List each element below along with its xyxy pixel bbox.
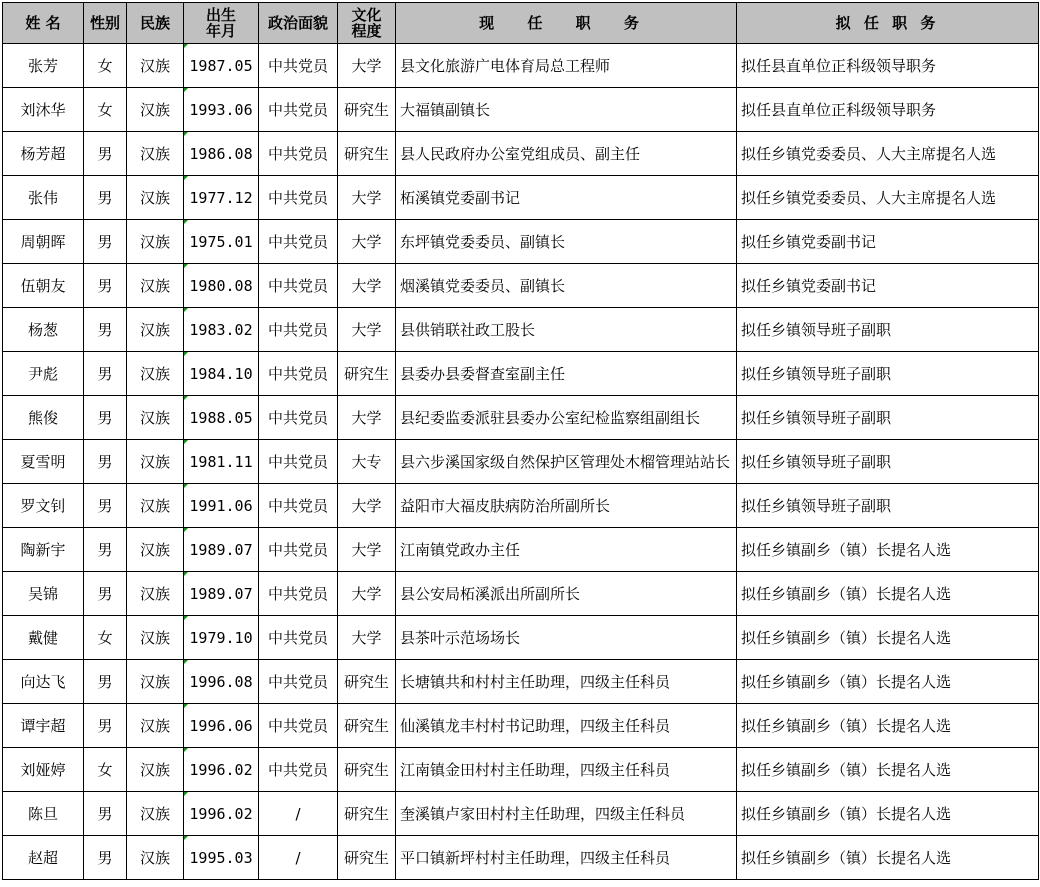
table-row — [3, 704, 1039, 748]
table-row — [3, 660, 1039, 704]
cell-political: 中共党员 — [259, 264, 338, 308]
cell-political: / — [259, 836, 338, 880]
header-gender: 性别 — [84, 3, 127, 44]
cell-education: 大学 — [338, 44, 396, 88]
cell-current-position: 江南镇党政办主任 — [396, 528, 737, 572]
cell-name: 尹彪 — [3, 352, 84, 396]
cell-education: 大学 — [338, 528, 396, 572]
cell-gender: 男 — [84, 176, 127, 220]
cell-gender: 男 — [84, 660, 127, 704]
table-row — [3, 220, 1039, 264]
cell-education: 大学 — [338, 484, 396, 528]
cell-political: 中共党员 — [259, 528, 338, 572]
cell-name: 杨葱 — [3, 308, 84, 352]
cell-political: 中共党员 — [259, 704, 338, 748]
cell-political: 中共党员 — [259, 616, 338, 660]
cell-political: 中共党员 — [259, 440, 338, 484]
cell-current-position: 县茶叶示范场场长 — [396, 616, 737, 660]
cell-birth: 1989.07 — [184, 572, 259, 616]
cell-ethnicity: 汉族 — [127, 308, 184, 352]
cell-education: 研究生 — [338, 88, 396, 132]
cell-proposed-position: 拟任乡镇副乡（镇）长提名人选 — [737, 616, 1039, 660]
cell-current-position: 县纪委监委派驻县委办公室纪检监察组副组长 — [396, 396, 737, 440]
cell-ethnicity: 汉族 — [127, 792, 184, 836]
cell-proposed-position: 拟任乡镇副乡（镇）长提名人选 — [737, 660, 1039, 704]
cell-birth: 1996.02 — [184, 792, 259, 836]
cell-gender: 男 — [84, 352, 127, 396]
cell-education: 大专 — [338, 440, 396, 484]
cell-political: 中共党员 — [259, 132, 338, 176]
cell-name: 杨芳超 — [3, 132, 84, 176]
cell-birth: 1996.06 — [184, 704, 259, 748]
cell-birth: 1980.08 — [184, 264, 259, 308]
cell-political: 中共党员 — [259, 88, 338, 132]
cell-political: 中共党员 — [259, 352, 338, 396]
cell-political: 中共党员 — [259, 308, 338, 352]
cell-name: 吴锦 — [3, 572, 84, 616]
cell-gender: 男 — [84, 572, 127, 616]
cell-current-position: 益阳市大福皮肤病防治所副所长 — [396, 484, 737, 528]
cell-gender: 男 — [84, 836, 127, 880]
cell-ethnicity: 汉族 — [127, 484, 184, 528]
cell-ethnicity: 汉族 — [127, 440, 184, 484]
table-row — [3, 792, 1039, 836]
cell-political: 中共党员 — [259, 220, 338, 264]
cell-name: 陶新宇 — [3, 528, 84, 572]
header-birth — [184, 3, 259, 44]
cell-gender: 男 — [84, 440, 127, 484]
cell-ethnicity: 汉族 — [127, 132, 184, 176]
cell-proposed-position: 拟任乡镇领导班子副职 — [737, 352, 1039, 396]
personnel-table — [2, 2, 1039, 880]
cell-gender: 男 — [84, 792, 127, 836]
cell-gender: 男 — [84, 528, 127, 572]
table-row — [3, 396, 1039, 440]
cell-current-position: 江南镇金田村村主任助理，四级主任科员 — [396, 748, 737, 792]
cell-birth: 1987.05 — [184, 44, 259, 88]
cell-ethnicity: 汉族 — [127, 264, 184, 308]
cell-education: 大学 — [338, 308, 396, 352]
cell-education: 研究生 — [338, 352, 396, 396]
header-edu-line1: 文化 — [351, 6, 382, 24]
cell-education: 研究生 — [338, 792, 396, 836]
cell-ethnicity: 汉族 — [127, 572, 184, 616]
cell-education: 研究生 — [338, 704, 396, 748]
cell-proposed-position: 拟任乡镇领导班子副职 — [737, 308, 1039, 352]
cell-ethnicity: 汉族 — [127, 704, 184, 748]
table-row — [3, 308, 1039, 352]
cell-current-position: 烟溪镇党委委员、副镇长 — [396, 264, 737, 308]
cell-political: 中共党员 — [259, 396, 338, 440]
cell-political: 中共党员 — [259, 176, 338, 220]
cell-current-position: 平口镇新坪村村主任助理，四级主任科员 — [396, 836, 737, 880]
cell-ethnicity: 汉族 — [127, 176, 184, 220]
cell-education: 研究生 — [338, 660, 396, 704]
cell-gender: 女 — [84, 44, 127, 88]
header-proposed-position: 拟 任 职 务 — [737, 3, 1039, 44]
cell-name: 向达飞 — [3, 660, 84, 704]
header-political: 政治面貌 — [259, 3, 338, 44]
cell-education: 大学 — [338, 220, 396, 264]
cell-education: 大学 — [338, 616, 396, 660]
header-name: 姓 名 — [3, 3, 84, 44]
cell-ethnicity: 汉族 — [127, 528, 184, 572]
cell-name: 张伟 — [3, 176, 84, 220]
cell-birth: 1975.01 — [184, 220, 259, 264]
cell-political: 中共党员 — [259, 660, 338, 704]
cell-name: 罗文钊 — [3, 484, 84, 528]
cell-gender: 男 — [84, 396, 127, 440]
header-birth-line1: 出生 — [205, 6, 236, 24]
cell-name: 戴健 — [3, 616, 84, 660]
cell-political: 中共党员 — [259, 572, 338, 616]
header-birth-line2: 年月 — [205, 22, 236, 40]
cell-ethnicity: 汉族 — [127, 220, 184, 264]
cell-proposed-position: 拟任乡镇党委副书记 — [737, 220, 1039, 264]
cell-current-position: 柘溪镇党委副书记 — [396, 176, 737, 220]
table-row — [3, 572, 1039, 616]
cell-gender: 男 — [84, 308, 127, 352]
cell-gender: 男 — [84, 220, 127, 264]
cell-current-position: 县人民政府办公室党组成员、副主任 — [396, 132, 737, 176]
cell-current-position: 长塘镇共和村村主任助理，四级主任科员 — [396, 660, 737, 704]
cell-current-position: 县供销联社政工股长 — [396, 308, 737, 352]
table-row — [3, 352, 1039, 396]
table-row — [3, 748, 1039, 792]
header-current-position: 现 任 职 务 — [396, 3, 737, 44]
cell-education: 研究生 — [338, 132, 396, 176]
cell-proposed-position: 拟任县直单位正科级领导职务 — [737, 88, 1039, 132]
cell-ethnicity: 汉族 — [127, 44, 184, 88]
cell-name: 夏雪明 — [3, 440, 84, 484]
cell-birth: 1979.10 — [184, 616, 259, 660]
cell-name: 周朝晖 — [3, 220, 84, 264]
cell-ethnicity: 汉族 — [127, 396, 184, 440]
cell-ethnicity: 汉族 — [127, 836, 184, 880]
cell-birth: 1977.12 — [184, 176, 259, 220]
cell-name: 谭宇超 — [3, 704, 84, 748]
cell-proposed-position: 拟任乡镇领导班子副职 — [737, 396, 1039, 440]
cell-proposed-position: 拟任乡镇副乡（镇）长提名人选 — [737, 748, 1039, 792]
cell-political: 中共党员 — [259, 748, 338, 792]
cell-education: 大学 — [338, 176, 396, 220]
cell-birth: 1995.03 — [184, 836, 259, 880]
cell-ethnicity: 汉族 — [127, 660, 184, 704]
cell-political: 中共党员 — [259, 484, 338, 528]
cell-political: 中共党员 — [259, 44, 338, 88]
cell-ethnicity: 汉族 — [127, 616, 184, 660]
header-edu-line2: 程度 — [351, 22, 382, 40]
cell-proposed-position: 拟任县直单位正科级领导职务 — [737, 44, 1039, 88]
cell-current-position: 县文化旅游广电体育局总工程师 — [396, 44, 737, 88]
table-row — [3, 616, 1039, 660]
cell-ethnicity: 汉族 — [127, 88, 184, 132]
cell-birth: 1996.08 — [184, 660, 259, 704]
cell-birth: 1993.06 — [184, 88, 259, 132]
table-row — [3, 440, 1039, 484]
table-row — [3, 88, 1039, 132]
cell-ethnicity: 汉族 — [127, 352, 184, 396]
cell-gender: 女 — [84, 748, 127, 792]
cell-birth: 1989.07 — [184, 528, 259, 572]
cell-name: 张芳 — [3, 44, 84, 88]
cell-proposed-position: 拟任乡镇副乡（镇）长提名人选 — [737, 528, 1039, 572]
table-header — [3, 3, 1039, 44]
cell-current-position: 仙溪镇龙丰村村书记助理，四级主任科员 — [396, 704, 737, 748]
cell-current-position: 县公安局柘溪派出所副所长 — [396, 572, 737, 616]
cell-name: 赵超 — [3, 836, 84, 880]
cell-gender: 女 — [84, 616, 127, 660]
cell-education: 大学 — [338, 396, 396, 440]
cell-gender: 男 — [84, 132, 127, 176]
cell-proposed-position: 拟任乡镇领导班子副职 — [737, 440, 1039, 484]
cell-birth: 1988.05 — [184, 396, 259, 440]
cell-education: 大学 — [338, 264, 396, 308]
header-education — [338, 3, 396, 44]
cell-name: 熊俊 — [3, 396, 84, 440]
cell-proposed-position: 拟任乡镇副乡（镇）长提名人选 — [737, 572, 1039, 616]
cell-current-position: 县六步溪国家级自然保护区管理处木榴管理站站长 — [396, 440, 737, 484]
header-ethnicity: 民族 — [127, 3, 184, 44]
table-row — [3, 176, 1039, 220]
cell-gender: 男 — [84, 484, 127, 528]
cell-proposed-position: 拟任乡镇副乡（镇）长提名人选 — [737, 792, 1039, 836]
cell-name: 刘娅婷 — [3, 748, 84, 792]
cell-proposed-position: 拟任乡镇领导班子副职 — [737, 484, 1039, 528]
cell-education: 研究生 — [338, 748, 396, 792]
cell-birth: 1981.11 — [184, 440, 259, 484]
table-row — [3, 132, 1039, 176]
cell-current-position: 奎溪镇卢家田村村主任助理，四级主任科员 — [396, 792, 737, 836]
cell-gender: 男 — [84, 264, 127, 308]
table-row — [3, 264, 1039, 308]
cell-proposed-position: 拟任乡镇副乡（镇）长提名人选 — [737, 836, 1039, 880]
cell-birth: 1984.10 — [184, 352, 259, 396]
cell-birth: 1986.08 — [184, 132, 259, 176]
cell-proposed-position: 拟任乡镇党委委员、人大主席提名人选 — [737, 176, 1039, 220]
cell-name: 伍朝友 — [3, 264, 84, 308]
table-row — [3, 484, 1039, 528]
cell-proposed-position: 拟任乡镇党委副书记 — [737, 264, 1039, 308]
cell-current-position: 东坪镇党委委员、副镇长 — [396, 220, 737, 264]
cell-birth: 1996.02 — [184, 748, 259, 792]
cell-ethnicity: 汉族 — [127, 748, 184, 792]
cell-proposed-position: 拟任乡镇副乡（镇）长提名人选 — [737, 704, 1039, 748]
cell-education: 研究生 — [338, 836, 396, 880]
cell-birth: 1991.06 — [184, 484, 259, 528]
cell-current-position: 县委办县委督查室副主任 — [396, 352, 737, 396]
table-row — [3, 836, 1039, 880]
cell-name: 陈旦 — [3, 792, 84, 836]
cell-birth: 1983.02 — [184, 308, 259, 352]
table-body — [3, 44, 1039, 880]
cell-proposed-position: 拟任乡镇党委委员、人大主席提名人选 — [737, 132, 1039, 176]
cell-gender: 男 — [84, 704, 127, 748]
cell-gender: 女 — [84, 88, 127, 132]
cell-education: 大学 — [338, 572, 396, 616]
cell-current-position: 大福镇副镇长 — [396, 88, 737, 132]
table-row — [3, 44, 1039, 88]
cell-name: 刘沐华 — [3, 88, 84, 132]
cell-political: / — [259, 792, 338, 836]
table-row — [3, 528, 1039, 572]
